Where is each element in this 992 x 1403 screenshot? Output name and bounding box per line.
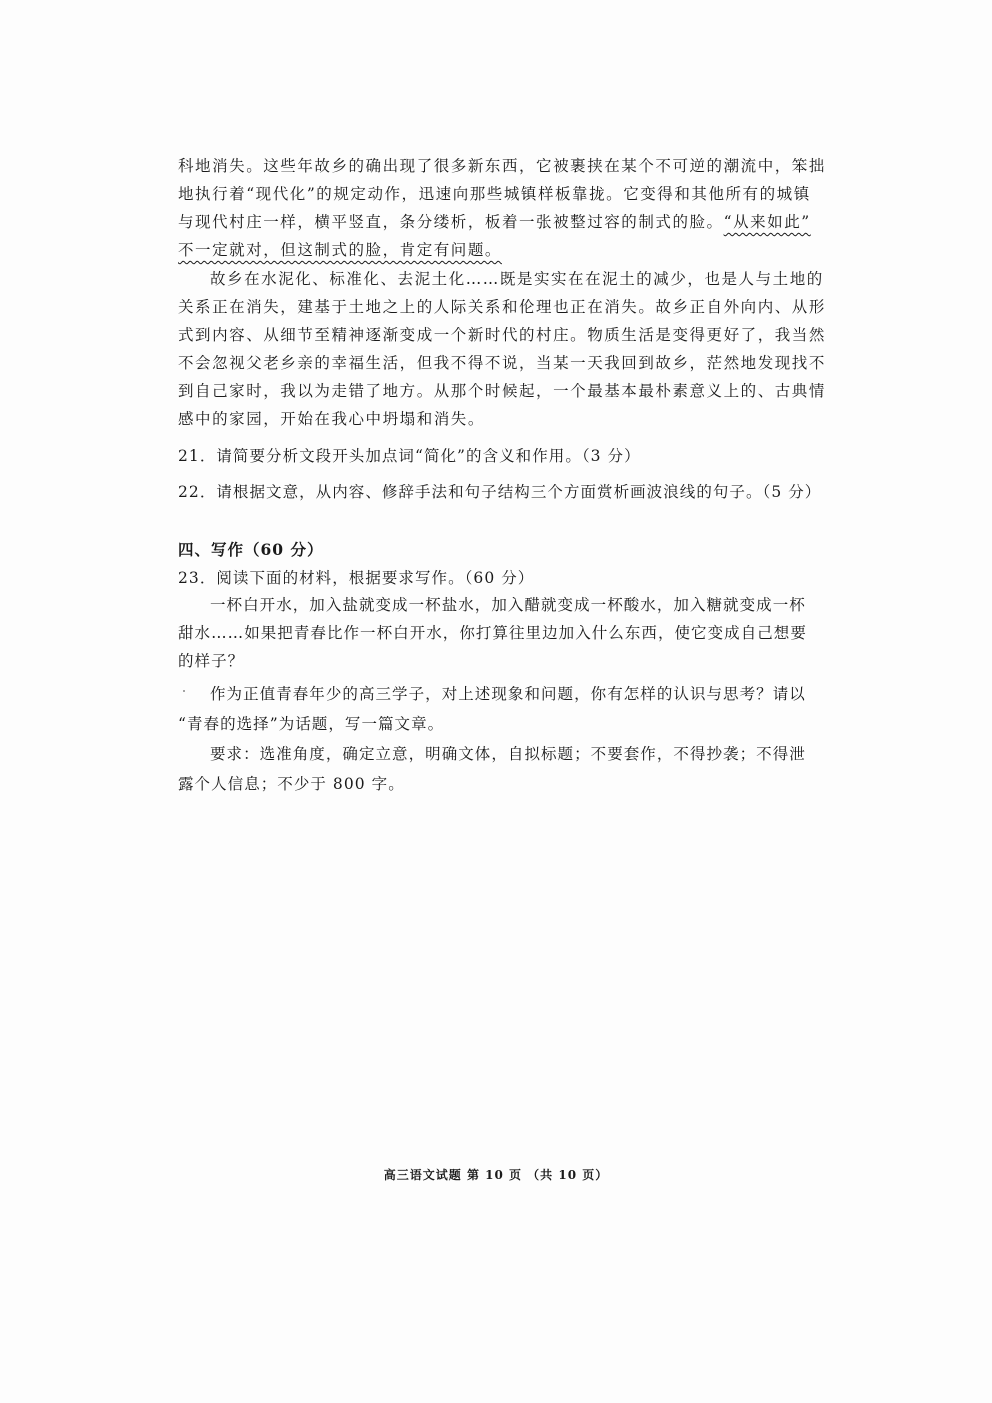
prompt-line: 作为正值青春年少的高三学子，对上述现象和问题，你有怎样的认识与思考？请以	[210, 685, 806, 703]
passage-line: 地执行着“现代化”的规定动作，迅速向那些城镇样板靠拢。它变得和其他所有的城镇	[178, 185, 811, 203]
question-22: 22．请根据文意，从内容、修辞手法和句子结构三个方面赏析画波浪线的句子。（5 分）	[178, 483, 822, 501]
passage-line	[178, 212, 811, 232]
passage-line: 到自己家时，我以为走错了地方。从那个时候起，一个最基本最朴素意义上的、古典情	[178, 382, 826, 400]
passage-text: 与现代村庄一样，横平竖直，条分缕析，板着一张被整过容的制式的脸。	[178, 213, 724, 231]
wavy-underlined-sentence: “从来如此”	[723, 213, 811, 231]
question-23: 23．阅读下面的材料，根据要求写作。（60 分）	[178, 569, 535, 587]
scan-speck	[183, 690, 185, 692]
section-heading-writing: 四、写作（60 分）	[178, 540, 324, 559]
passage-line: 不会忽视父老乡亲的幸福生活，但我不得不说，当某一天我回到故乡，茫然地发现找不	[178, 354, 826, 372]
questions	[178, 446, 828, 506]
requirements-line: 要求：选准角度，确定立意，明确文体，自拟标题；不要套作，不得抄袭；不得泄	[210, 745, 806, 763]
passage-line: 科地消失。这些年故乡的确出现了很多新东西，它被裹挟在某个不可逆的潮流中，笨拙	[178, 157, 826, 175]
passage-line	[178, 240, 502, 260]
passage-line: 感中的家园，开始在我心中坍塌和消失。	[178, 410, 485, 428]
material-line: 一杯白开水，加入盐就变成一杯盐水，加入醋就变成一杯酸水，加入糖就变成一杯	[210, 596, 806, 614]
passage-line: 故乡在水泥化、标准化、去泥土化……既是实实在在泥土的减少，也是人与土地的	[210, 270, 824, 288]
passage-line: 关系正在消失，建基于土地之上的人际关系和伦理也正在消失。故乡正自外向内、从形	[178, 298, 826, 316]
wavy-underlined-sentence: 不一定就对，但这制式的脸，肯定有问题。	[178, 241, 502, 259]
passage-line: 式到内容、从细节至精神逐渐变成一个新时代的村庄。物质生活是变得更好了，我当然	[178, 326, 826, 344]
page-footer: 高三语文试题 第 10 页 （共 10 页）	[383, 1168, 609, 1182]
material-line: 甜水……如果把青春比作一杯白开水，你打算往里边加入什么东西，使它变成自己想要	[178, 624, 807, 642]
prompt-line: “青春的选择”为话题，写一篇文章。	[178, 715, 445, 733]
reading-passage	[178, 156, 828, 436]
question-21: 21．请简要分析文段开头加点词“简化”的含义和作用。（3 分）	[178, 447, 641, 465]
requirements-line: 露个人信息；不少于 800 字。	[178, 775, 405, 793]
writing-section	[178, 568, 828, 798]
material-line: 的样子？	[178, 652, 245, 670]
